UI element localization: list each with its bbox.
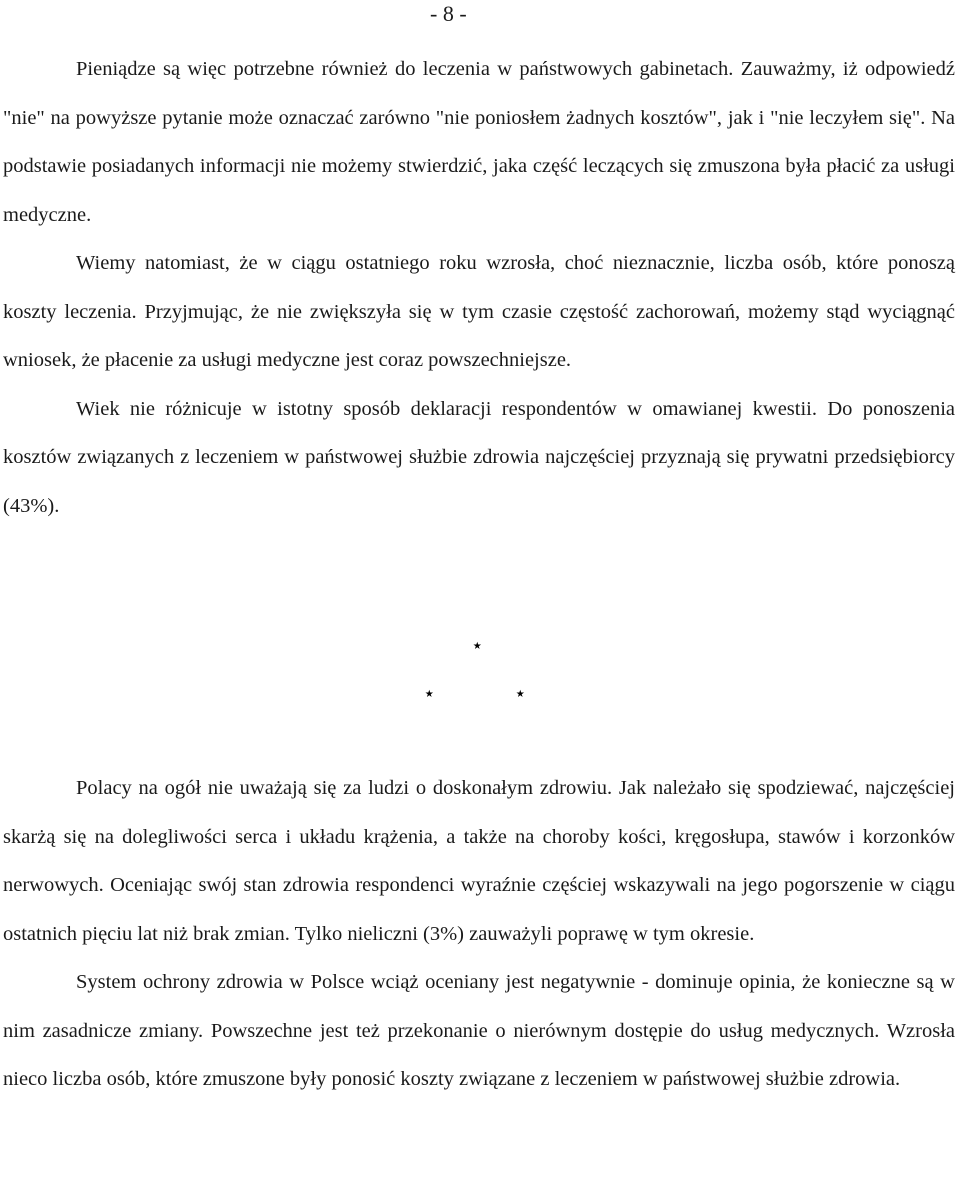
paragraph: System ochrony zdrowia w Polsce wciąż oceniany jest negatywnie - dominuje opinia, że konieczne są w nim zasadnicze zmiany. Powszechne jest też przekonanie o nierównym dostępie do usług medycznych. Wzrosła nieco liczba osób, które zmuszone były ponosić koszty związane z leczeniem w państwowej służbie zdrowia. bbox=[3, 971, 955, 1090]
section-1 bbox=[3, 45, 955, 530]
star-icon: ⋆ bbox=[514, 681, 527, 705]
star-icon: ⋆ bbox=[471, 633, 484, 657]
paragraph: Wiemy natomiast, że w ciągu ostatniego roku wzrosła, choć nieznacznie, liczba osób, które ponoszą koszty leczenia. Przyjmując, że nie zwiększyła się w tym czasie częstość zachorowań, możemy stąd wyciągnąć wniosek, że płacenie za usługi medyczne jest coraz powszechniejsze. bbox=[3, 252, 955, 371]
paragraph: Polacy na ogół nie uważają się za ludzi o doskonałym zdrowiu. Jak należało się spodziewać, najczęściej skarżą się na dolegliwości serca i układu krążenia, a także na choroby kości, kręgosłupa, stawów i korzonków nerwowych. Oceniając swój stan zdrowia respondenci wyraźnie częściej wskazywali na jego pogorszenie w ciągu ostatnich pięciu lat niż brak zmian. Tylko nieliczni (3%) zauważyli poprawę w tym okresie. bbox=[3, 777, 955, 945]
section-2 bbox=[3, 764, 955, 1104]
paragraph: Pieniądze są więc potrzebne również do leczenia w państwowych gabinetach. Zauważmy, iż odpowiedź "nie" na powyższe pytanie może oznaczać zarówno "nie poniosłem żadnych kosztów", jak i "nie leczyłem się". Na podstawie posiadanych informacji nie możemy stwierdzić, jaka część leczących się zmuszona była płacić za usługi medyczne. bbox=[3, 58, 955, 226]
page-number: - 8 - bbox=[430, 1, 467, 26]
star-icon: ⋆ bbox=[423, 681, 436, 705]
section-separator bbox=[0, 625, 960, 715]
paragraph: Wiek nie różnicuje w istotny sposób deklaracji respondentów w omawianej kwestii. Do ponoszenia kosztów związanych z leczeniem w państwowej służbie zdrowia najczęściej przyznają się prywatni przedsiębiorcy (43%). bbox=[3, 397, 955, 517]
